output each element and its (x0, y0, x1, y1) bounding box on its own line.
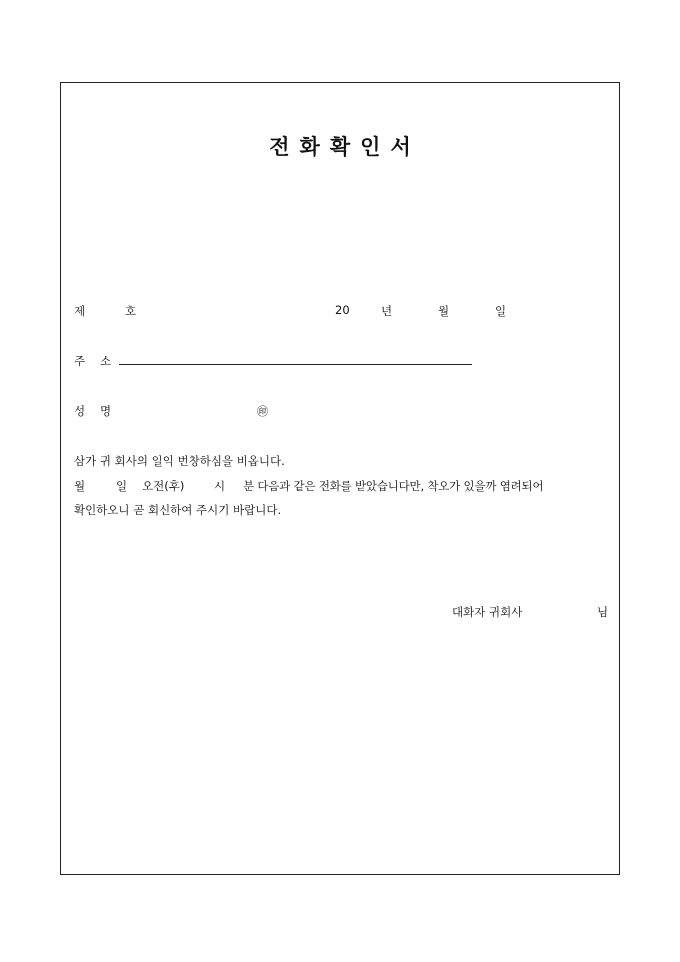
day-label: 일 (495, 304, 507, 318)
honorific: 님 (597, 605, 609, 619)
name-label-2: 명 (100, 404, 112, 418)
title-char: 인 (360, 134, 383, 159)
doc-no-suffix: 호 (125, 304, 137, 318)
document-title (61, 131, 621, 161)
title-char: 서 (390, 134, 413, 159)
body-line-2-day: 일 (116, 479, 128, 493)
year-prefix: 20 (335, 303, 350, 317)
title-char: 전 (269, 134, 292, 159)
recipient-label: 대화자 귀회사 (452, 605, 523, 619)
month-label: 월 (438, 304, 450, 318)
name-label: 성 (74, 404, 86, 418)
doc-no-label: 제 (74, 304, 86, 318)
year-label: 년 (381, 304, 393, 318)
address-label: 주 (74, 354, 86, 368)
document-frame (60, 82, 620, 875)
body-line-2-ampm: 오전(후) (142, 479, 185, 493)
seal-mark: ㊞ (257, 405, 268, 418)
title-char: 화 (299, 134, 322, 159)
body-line-1: 삼가 귀 회사의 일익 번창하심을 비옵니다. (74, 454, 285, 468)
address-label-2: 소 (100, 354, 112, 368)
body-line-2-month: 월 (74, 479, 86, 493)
address-line (119, 364, 472, 365)
body-line-2-rest: 분 다음과 같은 전화를 받았습니다만, 착오가 있을까 염려되어 (243, 479, 544, 493)
title-char: 확 (329, 134, 353, 159)
body-line-3: 확인하오니 곧 회신하여 주시기 바랍니다. (74, 503, 282, 517)
body-line-2-hour: 시 (214, 479, 226, 493)
